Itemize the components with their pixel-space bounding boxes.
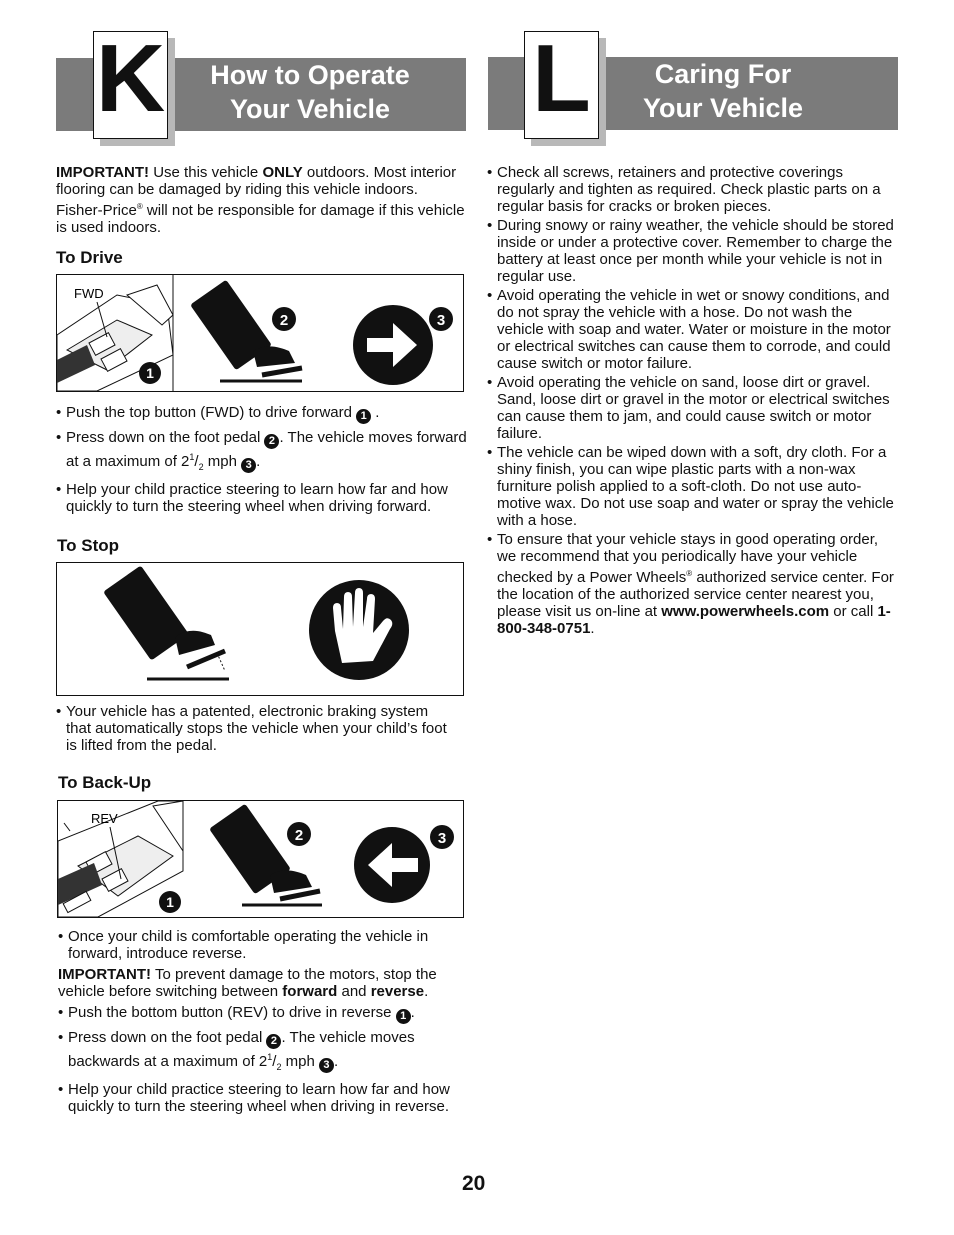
svg-text:2: 2 bbox=[279, 312, 289, 329]
backup-bullet-2-text: Push the bottom button (REV) to drive in reverse bbox=[68, 1004, 392, 1021]
intro-important-label: IMPORTANT! bbox=[56, 164, 150, 181]
badge-3-backup bbox=[430, 825, 454, 849]
backup-bullet-3-text-a: Press down on the foot pedal bbox=[68, 1029, 263, 1046]
drive-bullet-2-text-b: . The vehicle moves forward at a maximum of 2 bbox=[66, 429, 467, 470]
section-k-title-line1: How to Operate bbox=[210, 60, 410, 90]
drive-bullets bbox=[56, 404, 468, 515]
backup-fraction-den: 2 bbox=[276, 1062, 282, 1072]
care-bullet-6-text-d: . bbox=[590, 620, 595, 637]
foot-pedal-press-illustration-rev bbox=[209, 804, 322, 905]
backup-bullet-3-text-c: mph bbox=[281, 1053, 315, 1070]
svg-text:3: 3 bbox=[436, 312, 446, 329]
backup-bullet-4: • Help your child practice steering to learn how far and how quickly to turn the steering wheel when driving in reverse. bbox=[58, 1081, 472, 1115]
care-bullet-2: • During snowy or rainy weather, the vehicle should be stored inside or under a protective cover. Remember to charge the battery at least once per month while your vehicle is not in regular use. bbox=[487, 217, 901, 285]
backup-fraction-num: 1 bbox=[267, 1052, 273, 1062]
backup-important-forward: forward bbox=[282, 983, 338, 1000]
svg-text:1: 1 bbox=[166, 894, 174, 910]
drive-bullet-1-text: Push the top button (FWD) to drive forward bbox=[66, 404, 352, 421]
badge-2-backup bbox=[287, 822, 311, 846]
care-registered-mark: ® bbox=[686, 569, 693, 578]
badge-inline-1: 1 bbox=[356, 409, 371, 424]
care-bullet-3: • Avoid operating the vehicle in wet or snowy conditions, and do not spray the vehicle with a hose. Do not wash the vehicle with soap and water. Water or moisture in the motor or electrical switches can cause them to corrode, and could cause switch or motor failure. bbox=[487, 287, 901, 372]
backup-important-and: and bbox=[337, 983, 371, 1000]
section-l-title-line2: Your Vehicle bbox=[642, 93, 804, 123]
intro-registered-mark: ® bbox=[136, 202, 143, 211]
rev-label: REV bbox=[91, 811, 118, 826]
intro-text-1: Use this vehicle bbox=[149, 164, 263, 181]
section-k-title-line2: Your Vehicle bbox=[229, 94, 391, 124]
backup-important-note: IMPORTANT! To prevent damage to the motors, stop the vehicle before switching between forward and reverse. bbox=[58, 966, 437, 1000]
to-stop-heading: To Stop bbox=[57, 536, 119, 555]
badge-inline-2: 2 bbox=[264, 434, 279, 449]
to-drive-heading: To Drive bbox=[56, 248, 123, 267]
drive-bullet-2-text-c: mph bbox=[203, 453, 237, 470]
phone-number[interactable]: 1-800-348-0751 bbox=[497, 603, 891, 637]
backup-bullets bbox=[58, 928, 472, 1115]
page-number: 20 bbox=[462, 1172, 486, 1195]
badge-inline-rev-1: 1 bbox=[396, 1009, 411, 1024]
backup-important-reverse: reverse bbox=[370, 983, 425, 1000]
section-l-title bbox=[593, 57, 853, 125]
care-bullet-6-text-c: or call bbox=[829, 603, 878, 620]
svg-text:1: 1 bbox=[146, 365, 154, 381]
badge-inline-3: 3 bbox=[241, 458, 256, 473]
badge-inline-rev-3: 3 bbox=[319, 1058, 334, 1073]
stop-hand-icon bbox=[309, 580, 409, 680]
stop-figure bbox=[56, 562, 464, 696]
drive-bullet-3: • Help your child practice steering to learn how far and how quickly to turn the steering wheel when driving forward. bbox=[56, 481, 468, 515]
drive-bullet-2-text-a: Press down on the foot pedal bbox=[66, 429, 261, 446]
to-backup-heading: To Back-Up bbox=[58, 773, 152, 792]
section-l-letter-box bbox=[524, 25, 599, 139]
care-bullet-4: • Avoid operating the vehicle on sand, loose dirt or gravel. Sand, loose dirt or gravel in the motor or electrical switches can cause them to jam, and could cause switch or motor failure. bbox=[487, 374, 901, 442]
backup-bullet-2: • Push the bottom button (REV) to drive in reverse 1 . bbox=[58, 1004, 472, 1024]
drive-fraction-num: 1 bbox=[189, 452, 195, 462]
backup-bullet-1: • Once your child is comfortable operating the vehicle in forward, introduce reverse. bbox=[58, 928, 472, 962]
intro-paragraph bbox=[56, 164, 468, 236]
drive-fraction-den: 2 bbox=[198, 462, 204, 472]
backup-bullet-3-text-b: . The vehicle moves backwards at a maximum of 2 bbox=[68, 1029, 415, 1070]
intro-text-3: will not be responsible for damage if this vehicle is used indoors. bbox=[56, 202, 465, 236]
backup-important-text: To prevent damage to the motors, stop the vehicle before switching between bbox=[58, 966, 437, 1000]
forward-arrow-icon bbox=[353, 305, 433, 385]
backup-important-label: IMPORTANT! bbox=[58, 966, 152, 983]
backup-figure bbox=[57, 800, 464, 918]
care-bullet-6 bbox=[487, 531, 901, 637]
badge-1-backup bbox=[159, 891, 181, 913]
care-bullets bbox=[487, 164, 901, 637]
drive-figure-art bbox=[57, 275, 463, 391]
drive-bullet-1: • Push the top button (FWD) to drive forward 1 . bbox=[56, 404, 468, 424]
fwd-label: FWD bbox=[74, 286, 104, 301]
section-k-letter: K bbox=[95, 25, 166, 132]
svg-text:3: 3 bbox=[437, 830, 447, 847]
backup-bullet-3: • Press down on the foot pedal 2 . The vehicle moves backwards at a maximum of $2^1/_2$ mph 3 . bbox=[58, 1029, 472, 1076]
care-bullet-1: • Check all screws, retainers and protective coverings regularly and tighten as required. Check plastic parts on a regular basis for cracks or broken pieces. bbox=[487, 164, 901, 215]
section-k-title bbox=[180, 58, 440, 126]
svg-text:2: 2 bbox=[294, 827, 304, 844]
badge-inline-rev-2: 2 bbox=[266, 1034, 281, 1049]
stop-bullet-1: • Your vehicle has a patented, electronic braking system that automatically stops the vehicle when your child’s foot is lifted from the pedal. bbox=[56, 703, 456, 754]
foot-pedal-release-illustration bbox=[103, 565, 229, 679]
section-k-letter-box bbox=[93, 25, 168, 139]
drive-bullet-2: • Press down on the foot pedal 2 . The vehicle moves forward at a maximum of $2^1/_2$ mph 3 . bbox=[56, 429, 468, 476]
intro-only: ONLY bbox=[262, 164, 303, 181]
care-bullet-6-text-b: authorized service center. For the location of the authorized service center nearest you, please visit us on-line at bbox=[497, 569, 894, 620]
badge-1-drive bbox=[139, 362, 161, 384]
section-l-title-line1: Caring For bbox=[654, 59, 792, 89]
website-link[interactable]: www.powerwheels.com bbox=[661, 603, 830, 620]
badge-3-drive bbox=[429, 307, 453, 331]
drive-figure bbox=[56, 274, 464, 392]
reverse-arrow-icon bbox=[354, 827, 430, 903]
section-l-letter: L bbox=[532, 25, 591, 132]
care-bullet-5: • The vehicle can be wiped down with a soft, dry cloth. For a shiny finish, you can wipe plastic parts with a non-wax furniture polish applied to a soft-cloth. Do not use auto-motive wax. Do not use soap and water or spray the vehicle with a hose. bbox=[487, 444, 901, 529]
badge-2-drive bbox=[272, 307, 296, 331]
care-bullet-6-text-a: To ensure that your vehicle stays in good operating order, we recommend that you periodically have your vehicle checked by a Power Wheels bbox=[497, 531, 879, 586]
backup-figure-art bbox=[58, 801, 463, 917]
stop-bullets bbox=[56, 703, 456, 754]
intro-text-2: outdoors. Most interior flooring can be damaged by riding this vehicle indoors. Fisher-Price bbox=[56, 164, 457, 219]
stop-figure-art bbox=[57, 563, 463, 695]
